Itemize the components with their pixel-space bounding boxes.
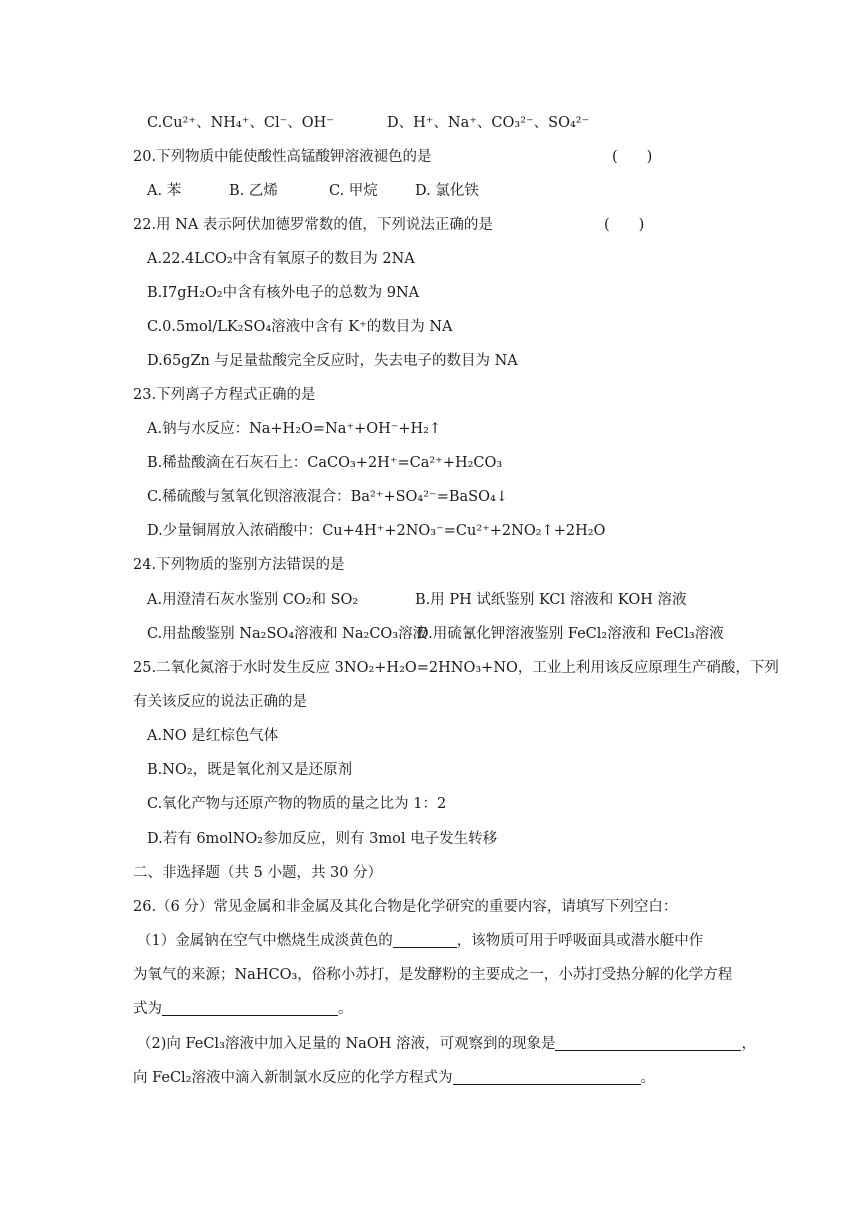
q22-option-a: A.22.4LCO₂中含有氧原子的数目为 2NA (147, 251, 415, 267)
q23-option-b: B.稀盐酸滴在石灰石上：CaCO₃+2H⁺=Ca²⁺+H₂CO₃ (147, 455, 503, 471)
answer-blank-3[interactable] (555, 1035, 741, 1051)
q24-stem: 24.下列物质的鉴别方法错误的是 (133, 557, 345, 573)
q22-answer-paren: ( ) (604, 217, 645, 233)
answer-blank-1[interactable] (393, 932, 457, 948)
q23-option-d: D.少量铜屑放入浓硝酸中：Cu+4H⁺+2NO₃⁻=Cu²⁺+2NO₂↑+2H₂O (147, 523, 606, 539)
q22-option-d: D.65gZn 与足量盐酸完全反应时，失去电子的数目为 NA (147, 353, 518, 369)
q20-answer-paren: ( ) (612, 149, 653, 165)
q19-option-d: D、H⁺、Na⁺、CO₃²⁻、SO₄²⁻ (387, 115, 590, 131)
q25-stem-line2: 有关该反应的说法正确的是 (133, 694, 307, 710)
q25-option-c: C.氧化产物与还原产物的物质的量之比为 1：2 (147, 796, 447, 812)
q26-part2-line2: 向 FeCl₂溶液中滴入新制氯水反应的化学方程式为 。 (133, 1070, 656, 1086)
q25-stem-line1: 25.二氧化氮溶于水时发生反应 3NO₂+H₂O=2HNO₃+NO，工业上利用该反应原理生产硝酸，下列 (133, 660, 779, 676)
q20-option-c: C. 甲烷 (329, 183, 378, 199)
q24-option-b: B.用 PH 试纸鉴别 KCl 溶液和 KOH 溶液 (415, 592, 687, 608)
q26-part2-line1: （2)向 FeCl₃溶液中加入足量的 NaOH 溶液，可观察到的现象是 ， (137, 1036, 756, 1052)
q26-stem: 26.（6 分）常见金属和非金属及其化合物是化学研究的重要内容，请填写下列空白： (133, 899, 678, 915)
q26-part1-line2: 为氧气的来源；NaHCO₃，俗称小苏打，是发酵粉的主要成之一，小苏打受热分解的化学方程 (133, 967, 733, 983)
q24-option-c: C.用盐酸鉴别 Na₂SO₄溶液和 Na₂CO₃溶液 (147, 626, 428, 642)
section-2-heading: 二、非选择题（共 5 小题，共 30 分） (133, 865, 383, 881)
q25-option-d: D.若有 6molNO₂参加反应，则有 3mol 电子发生转移 (147, 831, 498, 847)
q26-part1-line3: 式为 。 (133, 1001, 353, 1017)
q23-option-c: C.稀硫酸与氢氧化钡溶液混合：Ba²⁺+SO₄²⁻=BaSO₄↓ (147, 489, 508, 505)
q25-option-a: A.NO 是红棕色气体 (147, 728, 279, 744)
q20-option-d: D. 氯化铁 (415, 183, 479, 199)
q25-option-b: B.NO₂，既是氧化剂又是还原剂 (147, 762, 353, 778)
answer-blank-4[interactable] (453, 1069, 641, 1085)
q20-option-b: B. 乙烯 (229, 183, 278, 199)
q26-part1-line1: （1）金属钠在空气中燃烧生成淡黄色的 ，该物质可用于呼吸面具或潜水艇中作 (137, 933, 704, 949)
q24-option-a: A.用澄清石灰水鉴别 CO₂和 SO₂ (147, 592, 359, 608)
q23-option-a: A.钠与水反应：Na+H₂O=Na⁺+OH⁻+H₂↑ (147, 421, 442, 437)
q19-option-c: C.Cu²⁺、NH₄⁺、Cl⁻、OH⁻ (147, 115, 334, 131)
q20-option-a: A. 苯 (147, 183, 182, 199)
answer-blank-2[interactable] (162, 1000, 338, 1016)
q23-stem: 23.下列离子方程式正确的是 (133, 387, 316, 403)
q22-option-c: C.0.5mol/LK₂SO₄溶液中含有 K⁺的数目为 NA (147, 319, 453, 335)
q24-option-d: D.用硫氰化钾溶液鉴别 FeCl₂溶液和 FeCl₃溶液 (417, 626, 724, 642)
q20-stem: 20.下列物质中能使酸性高锰酸钾溶液褪色的是 (133, 149, 432, 165)
q22-option-b: B.I7gH₂O₂中含有核外电子的总数为 9NA (147, 285, 420, 301)
q22-stem: 22.用 NA 表示阿伏加德罗常数的值，下列说法正确的是 (133, 217, 493, 233)
